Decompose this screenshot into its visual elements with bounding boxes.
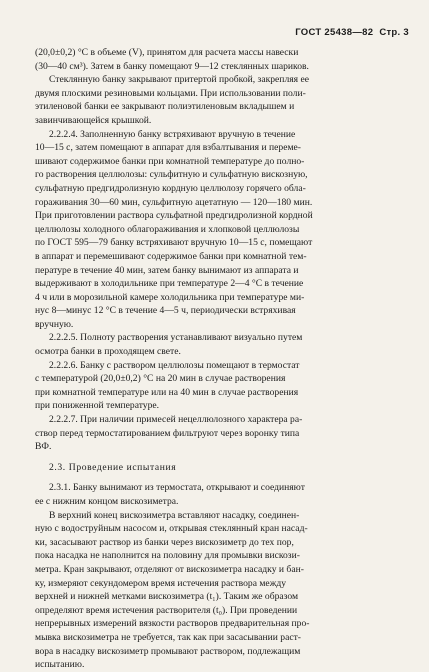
text-line: шивают содержимое банки при комнатной температуре до полно- — [35, 155, 305, 167]
text-line: 4 ч или в морозильной камере холодильника при температуре ми- — [35, 291, 305, 303]
text-line: целлюлозы холодного облагораживания и хлопковой целлюлозы — [35, 223, 300, 235]
section-heading: 2.3. Проведение испытания — [49, 461, 177, 473]
text-line: по ГОСТ 595—79 банку встряхивают вручную 10—15 с, помещают — [35, 237, 313, 249]
text-line: 2.2.2.5. Полноту растворения устанавливают визуально путем — [49, 332, 303, 344]
text-line: в аппарат и перемешивают содержимое банки при комнатной тем- — [35, 250, 307, 262]
text-line: В верхний конец вискозиметра вставляют насадку, соединен- — [49, 509, 300, 521]
text-line: 10—15 с, затем помещают в аппарат для взбалтывания и переме- — [35, 142, 301, 154]
text-line: двумя плоскими резиновыми кольцами. При использовании поли- — [35, 87, 306, 99]
text-line: при комнатной температуре или на 40 мин в случае растворения — [35, 386, 299, 398]
text-line: При приготовлении раствора сульфатной предгидролизной кордной — [35, 210, 313, 222]
text-line: гораживания 30—60 мин, сульфитную ацетатную — 120—180 мин. — [35, 196, 313, 208]
text-line: (20,0±0,2) °С в объеме (V), принятом для расчета массы навески — [35, 47, 299, 58]
text-line: с температурой (20,0±0,2) °С на 20 мин в случае растворения — [35, 373, 286, 385]
text-line: Стеклянную банку закрывают притертой пробкой, закрепляя ее — [49, 74, 309, 86]
text-line: створ перед термостатированием фильтруют через воронку типа — [35, 427, 300, 439]
text-line: сульфатную предгидролизную кордную целлюлозу горячего обла- — [35, 182, 306, 194]
text-line: пока насадка не наполнится на половину для промывки вискози- — [35, 550, 300, 562]
text-line: вручную. — [35, 318, 74, 330]
text-line: мывка вискозиметра не требуется, так как при засасывании раст- — [35, 631, 301, 643]
text-line: завинчивающейся крышкой. — [35, 114, 152, 126]
text-line: вора в насадку вискозиметр промывают раствором, подлежащим — [35, 645, 301, 657]
text-line: метра. Кран закрывают, отделяют от вискозиметра насадку и бан- — [35, 563, 304, 575]
document-body — [35, 46, 405, 672]
page-number: Стр. 3 — [379, 27, 409, 38]
text-line: пературе в течение 40 мин, затем банку вынимают из аппарата и — [35, 264, 299, 276]
text-line: го растворения целлюлозы: сульфитную и сульфатную вискозную, — [35, 169, 308, 181]
text-line: 2.2.2.7. При наличии примесей нецеллюлозного характера ра- — [49, 414, 303, 426]
text-line: ки, засасывают раствор из банки через вискозиметр до тех пор, — [35, 536, 294, 548]
text-line: 2.2.2.4. Заполненную банку встряхивают вручную в течение — [49, 128, 296, 140]
text-line: непрерывных измерений вязкости растворов предварительная про- — [35, 618, 310, 630]
text-line: ее с нижним концом вискозиметра. — [35, 496, 179, 507]
text-line: ную с водоструйным насосом и, открывая стеклянный кран насад- — [35, 523, 308, 535]
text-line: выдерживают в холодильнике при температуре 2—4 °С в течение — [35, 278, 304, 290]
text-line: верхней и нижней метками вискозиметра (t₁). Таким же образом — [35, 591, 299, 603]
text-line: определяют время истечения растворителя (t₀). При проведении — [35, 604, 298, 616]
text-line: ВФ. — [35, 441, 52, 453]
text-line: этиленовой банки ее закрывают полиэтиленовым вкладышем и — [35, 101, 295, 113]
page-header — [289, 27, 409, 38]
text-line: ку, измеряют секундомером время истечения раствора между — [35, 577, 287, 589]
text-line: (30—40 см³). Затем в банку помещают 9—12 стеклянных шариков. — [35, 60, 309, 72]
standard-number: ГОСТ 25438—82 — [295, 27, 374, 38]
text-line: испытанию. — [35, 659, 85, 671]
text-line: при пониженной температуре. — [35, 400, 160, 412]
text-line: нус 8—минус 12 °С в течение 4—5 ч, периодически встряхивая — [35, 305, 296, 317]
text-line: 2.3.1. Банку вынимают из термостата, открывают и соединяют — [49, 482, 305, 494]
text-line: осмотра банки в проходящем свете. — [35, 346, 181, 358]
text-line: 2.2.2.6. Банку с раствором целлюлозы помещают в термостат — [49, 359, 300, 371]
